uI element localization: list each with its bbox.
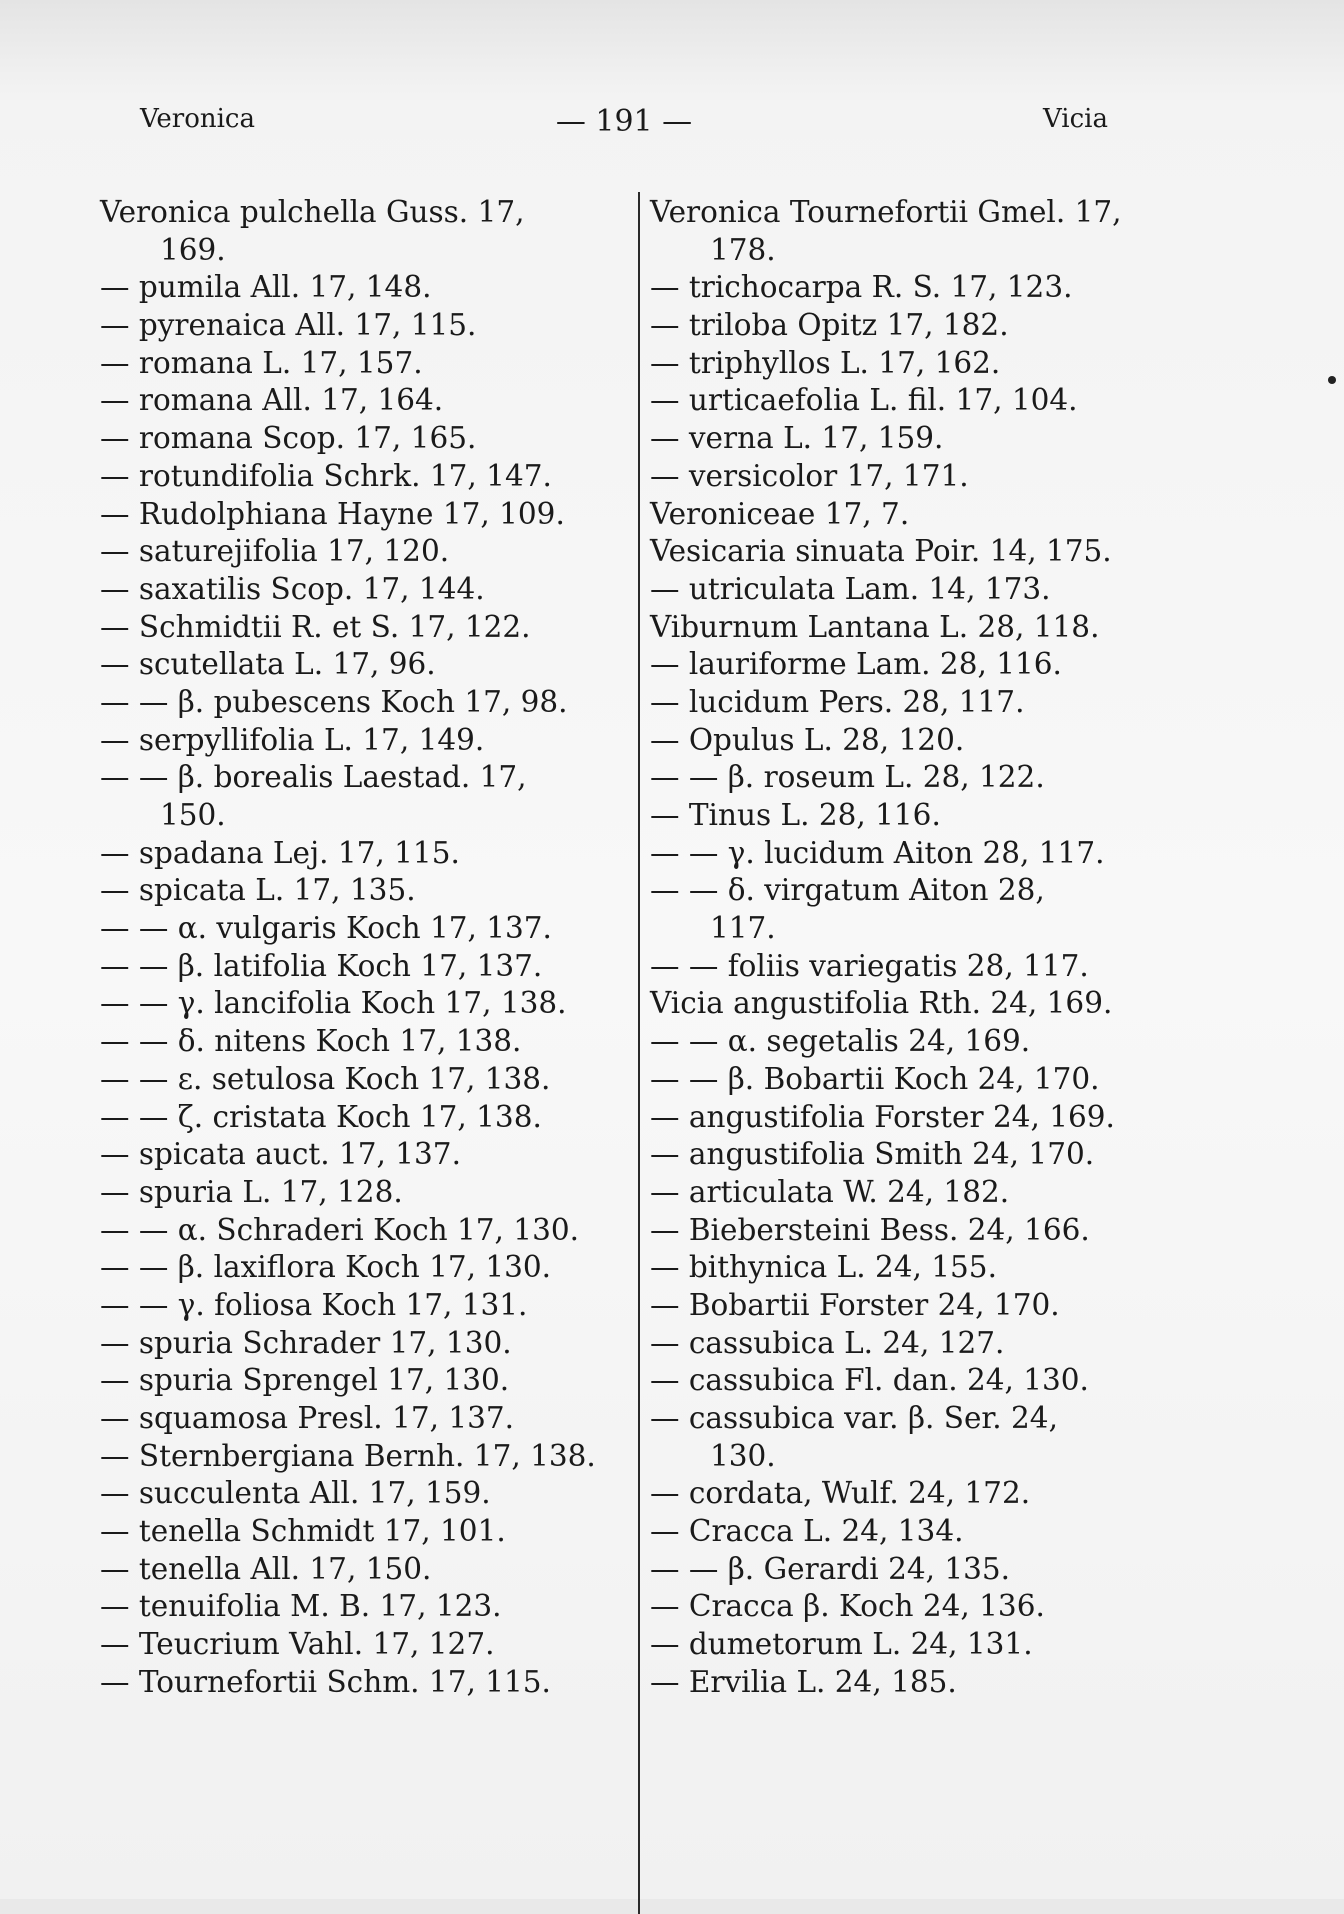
index-entry: — Teucrium Vahl. 17, 127. [100, 1627, 495, 1662]
index-entry: — — γ. lucidum Aiton 28, 117. [650, 835, 1105, 870]
index-entry: — — β. roseum L. 28, 122. [650, 760, 1045, 795]
index-entry: — — foliis variegatis 28, 117. [650, 948, 1089, 983]
index-entry: Viburnum Lantana L. 28, 118. [650, 609, 1100, 644]
index-entry: — — γ. lancifolia Koch 17, 138. [100, 986, 567, 1021]
index-entry: 178. [710, 232, 776, 267]
index-entry: — — α. Schraderi Koch 17, 130. [100, 1212, 579, 1247]
index-entry: — squamosa Presl. 17, 137. [100, 1401, 515, 1435]
index-entry: — Sternbergiana Bernh. 17, 138. [100, 1438, 596, 1473]
index-entry: — triphyllos L. 17, 162. [650, 345, 1001, 380]
index-entry: — spadana Lej. 17, 115. [100, 835, 460, 870]
index-entry: — — α. segetalis 24, 169. [650, 1024, 1031, 1059]
index-entry: — Ervilia L. 24, 185. [650, 1664, 957, 1699]
index-entry: — bithynica L. 24, 155. [650, 1250, 997, 1285]
index-entry: — spuria Sprengel 17, 130. [100, 1363, 510, 1398]
index-entry: — angustifolia Forster 24, 169. [650, 1099, 1115, 1134]
index-entry: — Bobartii Forster 24, 170. [650, 1287, 1060, 1322]
index-entry: — scutellata L. 17, 96. [100, 647, 436, 682]
index-entry: — Cracca β. Koch 24, 136. [650, 1589, 1045, 1624]
index-entry: — utriculata Lam. 14, 173. [650, 571, 1051, 606]
index-entry: — cassubica var. β. Ser. 24, [650, 1401, 1058, 1435]
index-entry: — angustifolia Smith 24, 170. [650, 1137, 1095, 1172]
index-entry: — succulenta All. 17, 159. [100, 1476, 491, 1511]
index-entry: 130. [710, 1438, 776, 1473]
page-number: — 191 — [555, 104, 693, 139]
index-entry: — Opulus L. 28, 120. [650, 722, 965, 757]
index-entry: — lucidum Pers. 28, 117. [650, 684, 1025, 719]
index-entry: — saturejifolia 17, 120. [100, 534, 450, 569]
index-entry: — Biebersteini Bess. 24, 166. [650, 1212, 1090, 1247]
index-entry: — tenuifolia M. B. 17, 123. [100, 1589, 502, 1624]
column-divider [638, 192, 640, 1914]
index-entry: — — γ. foliosa Koch 17, 131. [100, 1287, 528, 1322]
index-entry: — cassubica Fl. dan. 24, 130. [650, 1363, 1089, 1398]
header-right-word: Vicia [1042, 104, 1108, 134]
index-entry: — trichocarpa R. S. 17, 123. [650, 270, 1073, 305]
index-entry: — lauriforme Lam. 28, 116. [650, 647, 1062, 682]
index-entry: — spicata auct. 17, 137. [100, 1137, 461, 1172]
index-entry: — serpyllifolia L. 17, 149. [100, 722, 485, 757]
index-entry: — — β. borealis Laestad. 17, [100, 760, 527, 795]
index-entry: — — ζ. cristata Koch 17, 138. [100, 1099, 542, 1134]
index-entry: Veronica Tournefortii Gmel. 17, [650, 195, 1122, 229]
index-entry: — romana L. 17, 157. [100, 345, 423, 380]
index-entry: — articulata W. 24, 182. [650, 1174, 1010, 1209]
index-entry: Vicia angustifolia Rth. 24, 169. [650, 986, 1113, 1021]
index-entry: — Cracca L. 24, 134. [650, 1514, 964, 1549]
index-entry: — tenella Schmidt 17, 101. [100, 1514, 506, 1549]
index-entry: — versicolor 17, 171. [650, 458, 969, 493]
index-entry: — — β. laxiflora Koch 17, 130. [100, 1250, 552, 1285]
index-column-right [650, 194, 1170, 1702]
index-entry: 169. [160, 232, 226, 267]
index-entry: — — β. Gerardi 24, 135. [650, 1551, 1011, 1586]
index-entry: — saxatilis Scop. 17, 144. [100, 571, 485, 606]
index-entry: — spuria L. 17, 128. [100, 1174, 403, 1209]
index-entry: — pyrenaica All. 17, 115. [100, 308, 477, 343]
index-entry: — urticaefolia L. fil. 17, 104. [650, 383, 1078, 418]
index-entry: — triloba Opitz 17, 182. [650, 308, 1009, 343]
index-entry: — — δ. nitens Koch 17, 138. [100, 1024, 522, 1059]
index-entry: — cordata, Wulf. 24, 172. [650, 1476, 1031, 1511]
index-entry: — tenella All. 17, 150. [100, 1551, 432, 1586]
header-left-word: Veronica [140, 104, 255, 134]
index-entry: — — β. latifolia Koch 17, 137. [100, 948, 543, 983]
index-entry: — — α. vulgaris Koch 17, 137. [100, 911, 552, 946]
index-entry: — spuria Schrader 17, 130. [100, 1325, 512, 1360]
index-entry: — verna L. 17, 159. [650, 421, 944, 456]
index-entry: — romana Scop. 17, 165. [100, 421, 477, 456]
index-entry: — spicata L. 17, 135. [100, 873, 416, 908]
margin-speck [1328, 376, 1336, 384]
index-column-left [100, 194, 630, 1702]
index-entry: — — δ. virgatum Aiton 28, [650, 873, 1045, 908]
running-header [140, 104, 1108, 148]
index-entry: — rotundifolia Schrk. 17, 147. [100, 458, 552, 493]
index-entry: — cassubica L. 24, 127. [650, 1325, 1005, 1360]
index-entry: Vesicaria sinuata Poir. 14, 175. [650, 534, 1112, 569]
index-entry: 117. [710, 911, 776, 946]
index-entry: — Rudolphiana Hayne 17, 109. [100, 496, 565, 531]
index-entry: — Tournefortii Schm. 17, 115. [100, 1664, 551, 1699]
index-entry: — — ε. setulosa Koch 17, 138. [100, 1061, 551, 1096]
index-entry: Veronica pulchella Guss. 17, [100, 195, 525, 229]
index-entry: — Tinus L. 28, 116. [650, 798, 941, 832]
index-entry: 150. [160, 798, 226, 832]
index-entry: — — β. pubescens Koch 17, 98. [100, 684, 568, 719]
index-entry: — Schmidtii R. et S. 17, 122. [100, 609, 531, 644]
index-entry: — romana All. 17, 164. [100, 383, 444, 418]
index-entry: Veroniceae 17, 7. [650, 496, 910, 531]
index-entry: — — β. Bobartii Koch 24, 170. [650, 1061, 1100, 1096]
index-entry: — dumetorum L. 24, 131. [650, 1627, 1033, 1662]
index-entry: — pumila All. 17, 148. [100, 270, 432, 305]
